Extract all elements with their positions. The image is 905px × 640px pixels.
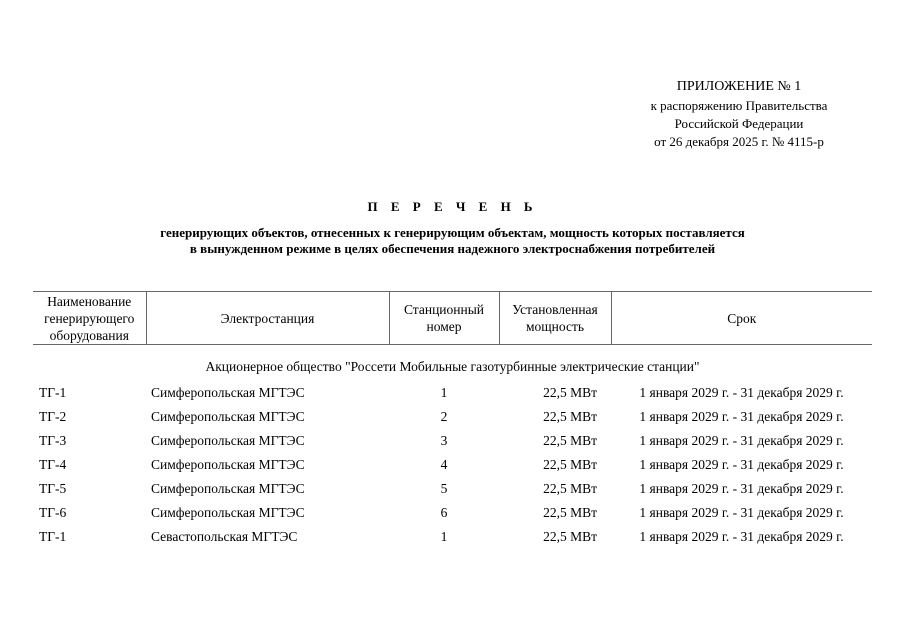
group-title: Акционерное общество "Россети Мобильные газотурбинные электрические станции" (205, 359, 700, 374)
cell-term: 1 января 2029 г. - 31 декабря 2029 г. (639, 529, 844, 544)
cell-term: 1 января 2029 г. - 31 декабря 2029 г. (639, 457, 844, 472)
cell-equipment: ТГ-2 (39, 409, 67, 424)
cell-power: 22,5 МВт (543, 457, 597, 472)
cell-number: 2 (440, 409, 448, 424)
cell-term: 1 января 2029 г. - 31 декабря 2029 г. (639, 385, 844, 400)
cell-station: Симферопольская МГТЭС (151, 481, 305, 496)
cell-term: 1 января 2029 г. - 31 декабря 2029 г. (639, 409, 844, 424)
column-header-term: Срок (611, 292, 872, 345)
document-subtitle (0, 225, 905, 257)
cell-term: 1 января 2029 г. - 31 декабря 2029 г. (639, 481, 844, 496)
cell-equipment: ТГ-1 (39, 529, 67, 544)
appendix-line-3: от 26 декабря 2025 г. № 4115-р (654, 134, 824, 149)
cell-station: Симферопольская МГТЭС (151, 505, 305, 520)
cell-power: 22,5 МВт (543, 505, 597, 520)
appendix-block (619, 77, 859, 151)
cell-station: Симферопольская МГТЭС (151, 433, 305, 448)
table-header-row (33, 292, 872, 345)
column-header-power: Установленная мощность (499, 292, 611, 345)
table-row (33, 501, 872, 525)
cell-station: Севастопольская МГТЭС (151, 529, 298, 544)
subtitle-line-2: в вынужденном режиме в целях обеспечения надежного электроснабжения потребителей (189, 241, 716, 256)
cell-number: 1 (440, 529, 448, 544)
appendix-line-1: к распоряжению Правительства (650, 98, 828, 113)
group-row (33, 345, 872, 382)
cell-number: 6 (440, 505, 448, 520)
cell-equipment: ТГ-4 (39, 457, 67, 472)
cell-equipment: ТГ-6 (39, 505, 67, 520)
cell-power: 22,5 МВт (543, 433, 597, 448)
column-header-equipment: Наименование генерирующего оборудования (33, 292, 146, 345)
cell-number: 3 (440, 433, 448, 448)
cell-station: Симферопольская МГТЭС (151, 409, 305, 424)
cell-power: 22,5 МВт (543, 529, 597, 544)
cell-power: 22,5 МВт (543, 409, 597, 424)
cell-equipment: ТГ-3 (39, 433, 67, 448)
column-header-station: Электростанция (146, 292, 389, 345)
column-header-number: Станционный номер (389, 292, 499, 345)
cell-term: 1 января 2029 г. - 31 декабря 2029 г. (639, 433, 844, 448)
cell-number: 4 (440, 457, 448, 472)
table-row (33, 405, 872, 429)
cell-number: 5 (440, 481, 448, 496)
cell-equipment: ТГ-5 (39, 481, 67, 496)
cell-power: 22,5 МВт (543, 481, 597, 496)
table-row (33, 477, 872, 501)
equipment-table (33, 291, 872, 549)
cell-station: Симферопольская МГТЭС (151, 457, 305, 472)
table-row (33, 453, 872, 477)
appendix-line-2: Российской Федерации (674, 116, 804, 131)
cell-number: 1 (440, 385, 448, 400)
table-row (33, 381, 872, 405)
subtitle-line-1: генерирующих объектов, отнесенных к генерирующим объектам, мощность которых поставляется (160, 225, 745, 240)
cell-station: Симферопольская МГТЭС (151, 385, 305, 400)
table-row (33, 525, 872, 549)
cell-equipment: ТГ-1 (39, 385, 67, 400)
cell-term: 1 января 2029 г. - 31 декабря 2029 г. (639, 505, 844, 520)
document-heading: П Е Р Е Ч Е Н Ь (367, 199, 538, 214)
appendix-title: ПРИЛОЖЕНИЕ № 1 (676, 79, 802, 94)
cell-power: 22,5 МВт (543, 385, 597, 400)
table-row (33, 429, 872, 453)
